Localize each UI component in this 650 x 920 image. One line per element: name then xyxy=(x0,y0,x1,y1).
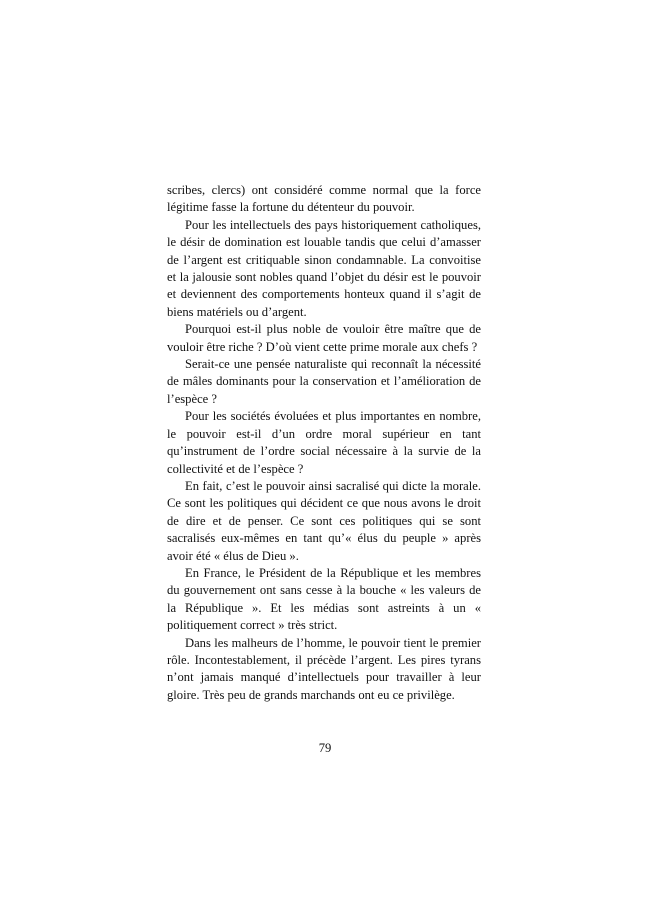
paragraph: En France, le Président de la République et les membres du gouvernement ont sans cesse à la bouche « les valeurs de la République ». Et les médias sont astreints à un « politiquement correct » très strict. xyxy=(167,565,481,633)
paragraph: Serait-ce une pensée naturaliste qui reconnaît la nécessité de mâles dominants pour la conservation et l’amélioration de l’espèce ? xyxy=(167,357,481,406)
paragraph: Dans les malheurs de l’homme, le pouvoir tient le premier rôle. Incontestablement, il précède l’argent. Les pires tyrans n’ont jamais manqué d’intellectuels pour travailler à leur gloire. Très peu de grands marchands ont eu ce privilège. xyxy=(167,635,481,702)
paragraph: Pour les intellectuels des pays historiquement catholiques, le désir de domination est louable tandis que celui d’amasser de l’argent est critiquable sinon condamnable. La convoitise et la jalousie sont nobles quand l’objet du désir est le pouvoir et deviennent des comportements honteux quand il s’agit de biens matériels ou d’argent. xyxy=(167,217,481,319)
page-number: 79 xyxy=(318,741,332,755)
paragraph-continuation: scribes, clercs) ont considéré comme normal que la force légitime fasse la fortune du détenteur du pouvoir. xyxy=(167,183,481,215)
paragraph: Pour les sociétés évoluées et plus importantes en nombre, le pouvoir est-il d’un ordre moral supérieur en tant qu’instrument de l’ordre social nécessaire à la survie de la collectivité et de l’espèce ? xyxy=(167,409,481,476)
paragraph: Pourquoi est-il plus noble de vouloir être maître que de vouloir être riche ? D’où vient cette prime morale aux chefs ? xyxy=(167,322,481,354)
paragraph: En fait, c’est le pouvoir ainsi sacralisé qui dicte la morale. Ce sont les politiques qui décident ce que nous avons le droit de dire et de penser. Ce sont ces politiques qui se sont sacralisés eux-mêmes en tant qu’« élus du peuple » après avoir été « élus de Dieu ». xyxy=(167,478,481,563)
body-text xyxy=(167,182,481,704)
